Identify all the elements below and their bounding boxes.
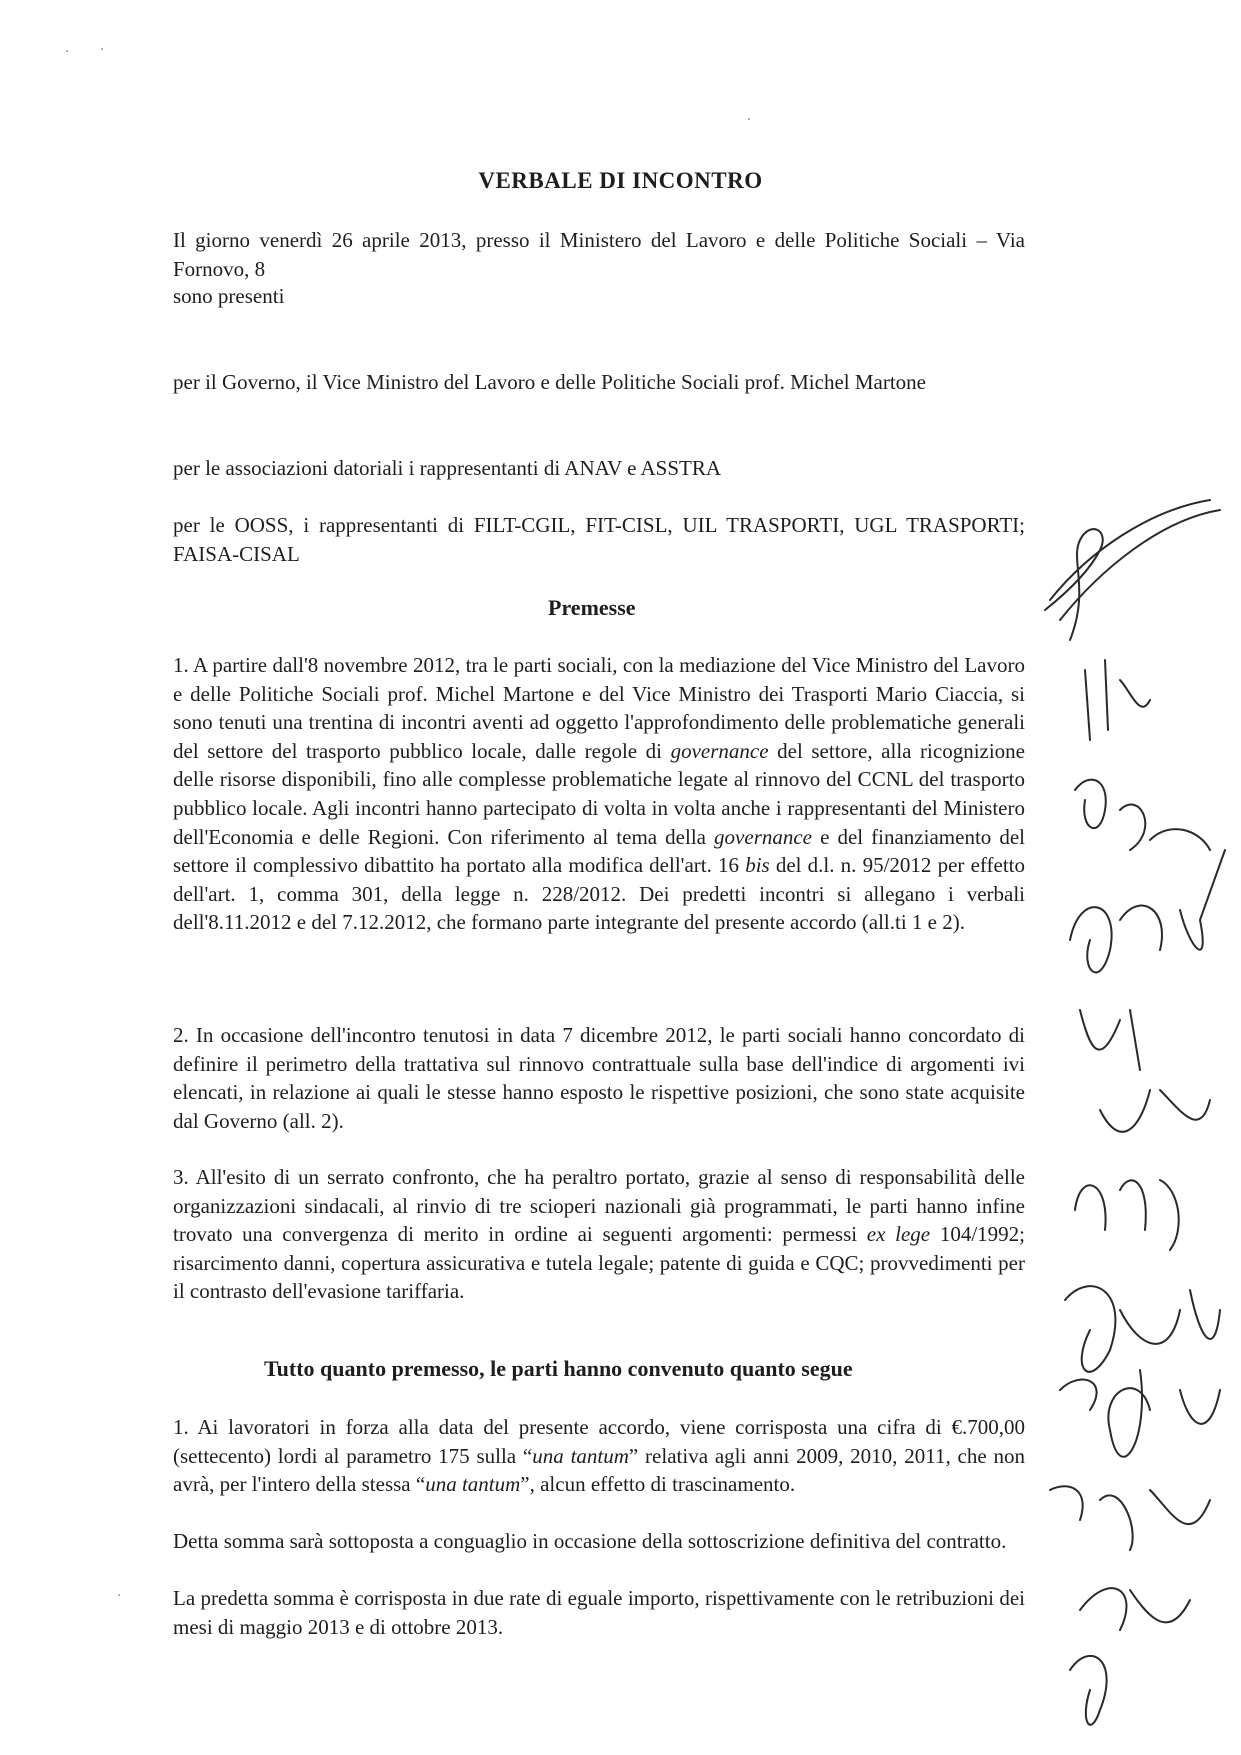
intro-unions: per le OOSS, i rappresentanti di FILT-CGIL, FIT-CISL, UIL TRASPORTI, UGL TRASPORTI; FAISA-CISAL xyxy=(173,513,1025,566)
premesse-heading: Premesse xyxy=(548,595,636,620)
scan-speck xyxy=(101,48,103,50)
agreement-heading: Tutto quanto premesso, le parti hanno convenuto quanto segue xyxy=(264,1356,853,1381)
premesse-paragraph-1: 1. A partire dall'8 novembre 2012, tra le parti sociali, con la mediazione del Vice Ministro del Lavoro e delle Politiche Sociali prof. Michel Martone e del Vice Ministro dei Trasporti Mario Ciaccia, si sono tenuti una trentina di incontri aventi ad oggetto l'approfondimento delle problematiche generali del settore del trasporto pubblico locale, dalle regole di governance del settore, alla ricognizione delle risorse disponibili, fino alle complesse problematiche legate al rinnovo del CCNL del trasporto pubblico locale. Agli incontri hanno partecipato di volta in volta anche i rappresentanti del Ministero dell'Economia e delle Regioni. Con riferimento al tema della governance e del finanziamento del settore il complessivo dibattito ha portato alla modifica dell'art. 16 bis del d.l. n. 95/2012 per effetto dell'art. 1, comma 301, della legge n. 228/2012. Dei predetti incontri si allegano i verbali dell'8.11.2012 e del 7.12.2012, che formano parte integrante del presente accordo (all.ti 1 e 2). xyxy=(173,653,1026,935)
intro-government: per il Governo, il Vice Ministro del Lavoro e delle Politiche Sociali prof. Michel Martone xyxy=(173,370,926,394)
premesse-paragraph-3: 3. All'esito di un serrato confronto, che ha peraltro portato, grazie al senso di responsabilità delle organizzazioni sindacali, al rinvio di tre scioperi nazionali già programmati, le parti hanno infine trovato una convergenza di merito in ordine ai seguenti argomenti: permessi ex lege 104/1992; risarcimento danni, copertura assicurativa e tutela legale; patente di guida e CQC; provvedimenti per il contrasto dell'evasione tariffaria. xyxy=(173,1165,1025,1304)
agreement-paragraph-1: 1. Ai lavoratori in forza alla data del presente accordo, viene corrisposta una cifra di €.700,00 (settecento) lordi al parametro 175 sulla “una tantum” relativa agli anni 2009, 2010, 2011, che non avrà, per l'intero della stessa “una tantum”, alcun effetto di trascinamento. xyxy=(173,1415,1025,1497)
margin-signatures xyxy=(1030,490,1241,1755)
scan-speck xyxy=(118,1594,120,1596)
scan-speck xyxy=(748,118,750,120)
intro-employers: per le associazioni datoriali i rappresentanti di ANAV e ASSTRA xyxy=(173,456,722,480)
agreement-paragraph-3: La predetta somma è corrisposta in due rate di eguale importo, rispettivamente con le retribuzioni dei mesi di maggio 2013 e di ottobre 2013. xyxy=(173,1586,1025,1639)
document-title: VERBALE DI INCONTRO xyxy=(478,168,763,193)
intro-present: sono presenti xyxy=(173,284,285,308)
scan-speck xyxy=(66,50,68,52)
premesse-paragraph-2: 2. In occasione dell'incontro tenutosi in data 7 dicembre 2012, le parti sociali hanno concordato di definire il perimetro della trattativa sul rinnovo contrattuale sulla base dell'indice di argomenti ivi elencati, in relazione ai quali le stesse hanno esposto le rispettive posizioni, che sono state acquisite dal Governo (all. 2). xyxy=(173,1023,1025,1133)
agreement-paragraph-2: Detta somma sarà sottoposta a conguaglio in occasione della sottoscrizione definitiva del contratto. xyxy=(173,1529,1007,1553)
intro-date-place: Il giorno venerdì 26 aprile 2013, presso il Ministero del Lavoro e delle Politiche Sociali – Via Fornovo, 8 xyxy=(173,228,1025,281)
